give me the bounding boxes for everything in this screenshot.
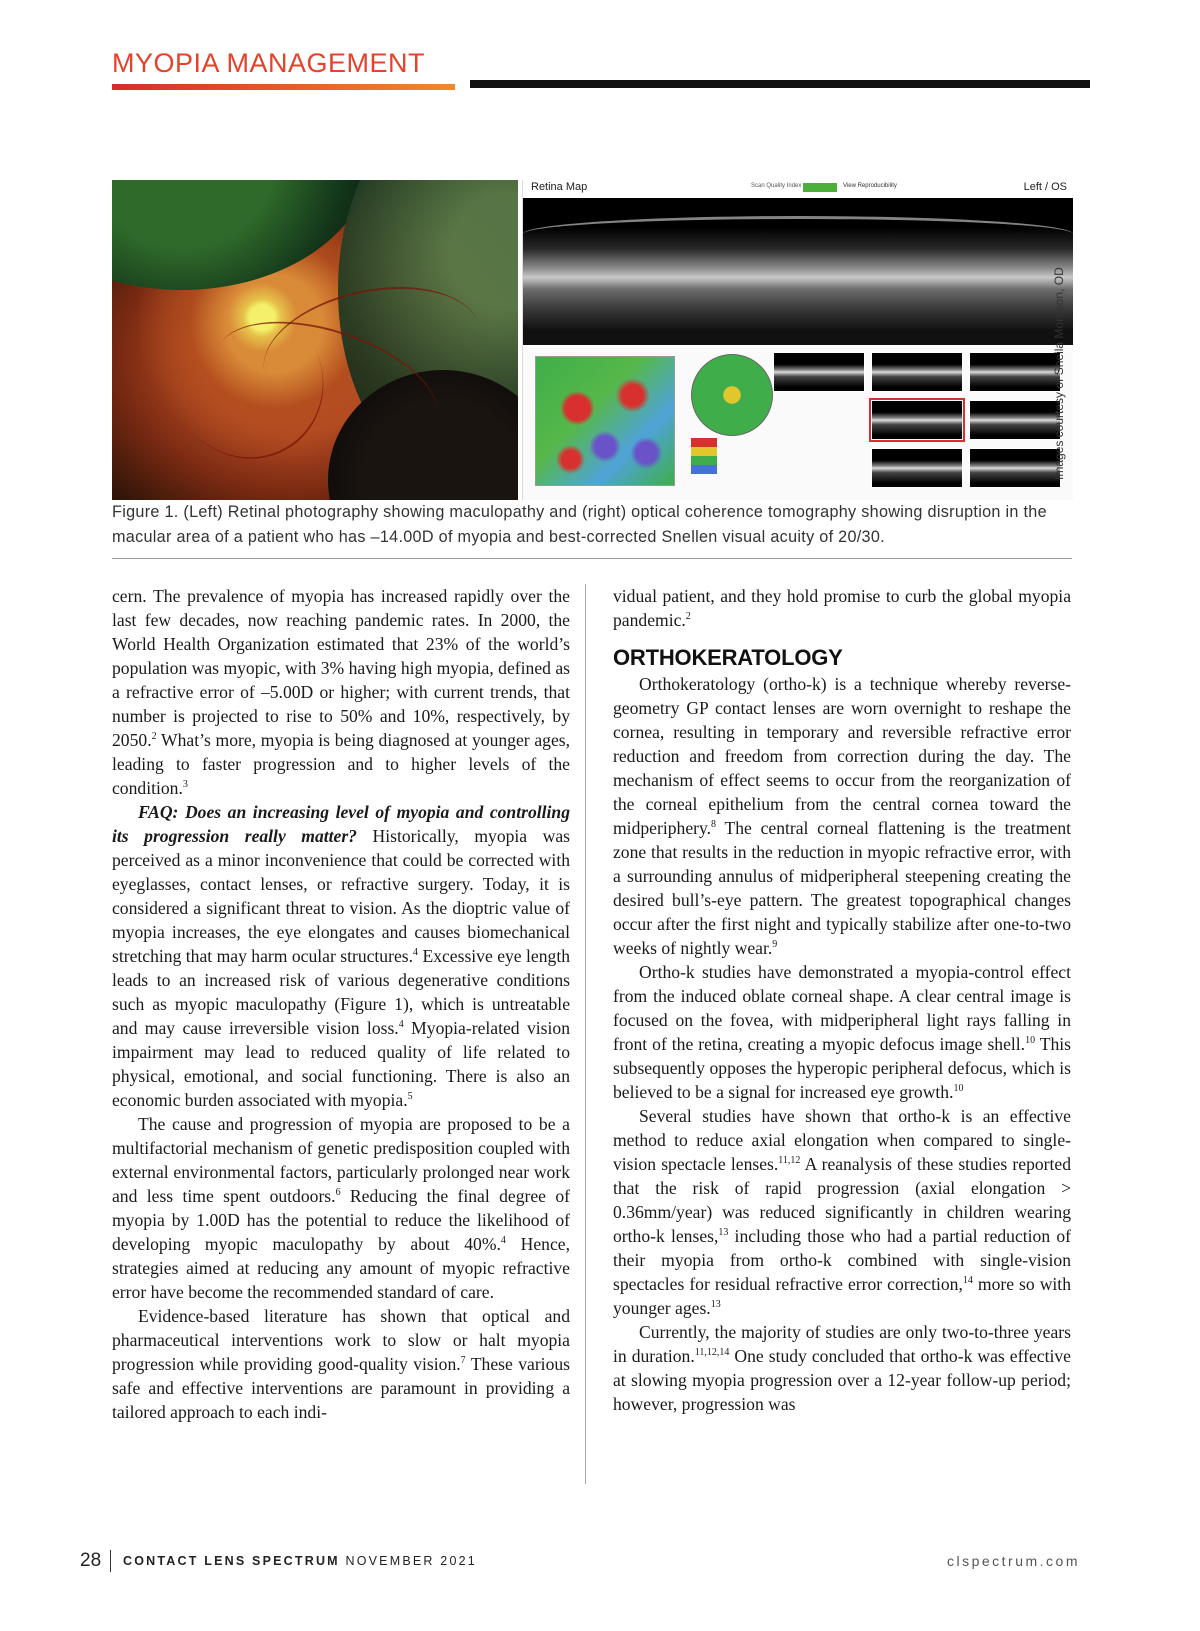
bscan-thumb	[969, 400, 1061, 440]
thickness-map	[535, 356, 675, 486]
image-credit: Images courtesy of Sheila Morrison, OD	[1052, 267, 1066, 480]
oct-quality-indicator	[803, 183, 837, 192]
body-paragraph: Several studies have shown that ortho-k is an effective method to reduce axial elongation when compared to single-vision spectacle lenses.$^{11,12}$ A reanalysis of these studies reported that the risk of rapid progression (axial elongation > 0.36mm/year) was reduced significantly in children wearing ortho-k lenses,$^{13}$ including those who had a partial reduction of their myopia from ortho-k combined with single-vision spectacles for residual refractive error correction,$^{14}$ more so with younger ages.$^{13}$	[613, 1106, 1072, 1318]
header-rule	[470, 80, 1090, 88]
faq-paragraph: FAQ: Does an increasing level of myopia and controlling its progression really matter? Historically, myopia was perceived as a minor inconvenience that could be corrected with eyeglasses, contact lenses, or refractive surgery. Today, it is considered a significant threat to vision. As the dioptric value of myopia increases, the eye elongates and causes biomechanical stretching that may harm ocular structures.$^4$ Excessive eye length leads to an increased risk of various degenerative conditions such as myopic maculopathy (Figure 1), which is untreatable and may cause irreversible vision loss.$^4$ Myopia-related vision impairment may lead to reduced quality of life related to physical, emotional, and social functioning. There is also an economic burden associated with myopia.$^5$	[112, 802, 571, 1110]
figure-caption: Figure 1. (Left) Retinal photography showing maculopathy and (right) optical coherence tomography showing disruption in the macular area of a patient who has –14.00D of myopia and best-corrected Snellen visual acuity of 20/30.	[112, 503, 1047, 546]
body-paragraph: Evidence-based literature has shown that optical and pharmaceutical interventions work to slow or halt myopia progression while providing good-quality vision.$^7$ These various safe and effective interventions are paramount in providing a tailored approach to each indi-	[112, 1306, 571, 1422]
left-column	[112, 584, 570, 1424]
body-paragraph: vidual patient, and they hold promise to curb the global myopia pandemic.$^2$	[613, 586, 1071, 630]
magazine-name: CONTACT LENS SPECTRUM NOVEMBER 2021	[123, 1554, 477, 1568]
etdrs-grid	[691, 354, 773, 436]
bscan-thumb	[871, 448, 963, 488]
oct-eye-label: Left / OS	[1023, 181, 1067, 193]
website-url: clspectrum.com	[946, 1553, 1080, 1569]
oct-reproducibility-label: View Reproducibility	[843, 183, 897, 189]
page-footer	[80, 1550, 1080, 1574]
caption-rule	[112, 558, 1072, 559]
retinal-photograph	[112, 180, 518, 500]
oct-title: Retina Map	[531, 181, 588, 193]
oct-panel	[522, 180, 1072, 500]
bscan-thumbnails	[773, 352, 1069, 496]
oct-quality-label: Scan Quality Index	[751, 183, 802, 189]
oct-retina-layer	[523, 216, 1073, 276]
fundus-eyelid-top-left	[112, 180, 372, 290]
body-paragraph: Orthokeratology (ortho-k) is a technique whereby reverse-geometry GP contact lenses are worn overnight to reshape the cornea, resulting in temporary and reversible refractive error reduction and freedom from correction during the day. The mechanism of effect seems to occur from the reorganization of the corneal epithelium from the central cornea toward the midperiphery.$^8$ The central corneal flattening is the treatment zone that results in the reduction in myopic refractive error, with a surrounding annulus of midperipheral steepening creating the desired bull’s-eye pattern. The greatest topographical changes occur after the first night and typically stabilize after one-to-two weeks of nightly wear.$^9$	[613, 674, 1071, 958]
body-paragraph: cern. The prevalence of myopia has increased rapidly over the last few decades, now reaching pandemic rates. In 2000, the World Health Organization estimated that 23% of the world’s population was myopic, with 3% having high myopia, defined as a refractive error of –5.00D or higher; with current trends, that number is projected to rise to 50% and 10%, respectively, by 2050.$^2$ What’s more, myopia is being diagnosed at younger ages, leading to faster progression and to higher levels of the condition.$^3$	[112, 586, 570, 798]
section-title-underline	[112, 84, 455, 90]
oct-scan-image	[523, 198, 1073, 345]
bscan-thumb-selected	[871, 400, 963, 440]
figure-1	[112, 180, 1072, 500]
page-number: 28	[80, 1550, 102, 1571]
oct-bscan-main	[523, 180, 1073, 345]
bscan-thumb	[969, 352, 1061, 392]
bscan-thumb	[969, 448, 1061, 488]
section-heading: ORTHOKERATOLOGY	[613, 645, 843, 670]
thickness-legend	[691, 438, 717, 474]
oct-header	[523, 180, 1073, 198]
body-paragraph: The cause and progression of myopia are proposed to be a multifactorial mechanism of genetic predisposition coupled with external environmental factors, particularly prolonged near work and less time spent outdoors.$^6$ Reducing the final degree of myopia by 1.00D has the potential to reduce the likelihood of developing myopic maculopathy by about 40%.$^4$ Hence, strategies aimed at reducing any amount of myopic refractive error have become the recommended standard of care.	[112, 1114, 570, 1302]
column-divider	[585, 584, 586, 1484]
body-paragraph: Currently, the majority of studies are only two-to-three years in duration.$^{11,12,14}$ One study concluded that ortho-k was effective at slowing myopia progression over a 12-year follow-up period; however, progression was	[613, 1322, 1071, 1414]
bscan-thumb	[773, 352, 865, 392]
body-paragraph: Ortho-k studies have demonstrated a myopia-control effect from the induced oblate corneal shape. A clear central image is focused on the fovea, with midperipheral light rays falling in front of the retina, creating a myopic defocus image shell.$^{10}$ This subsequently opposes the hyperopic peripheral defocus, which is believed to be a signal for increased eye growth.$^{10}$	[613, 962, 1072, 1102]
section-title: MYOPIA MANAGEMENT	[112, 48, 426, 78]
oct-analysis	[523, 348, 1073, 500]
faq-question: FAQ: Does an increasing level of myopia and controlling its progression really matter?	[112, 802, 570, 846]
right-column	[613, 584, 1071, 1416]
bscan-thumb	[871, 352, 963, 392]
footer-separator	[110, 1550, 111, 1572]
